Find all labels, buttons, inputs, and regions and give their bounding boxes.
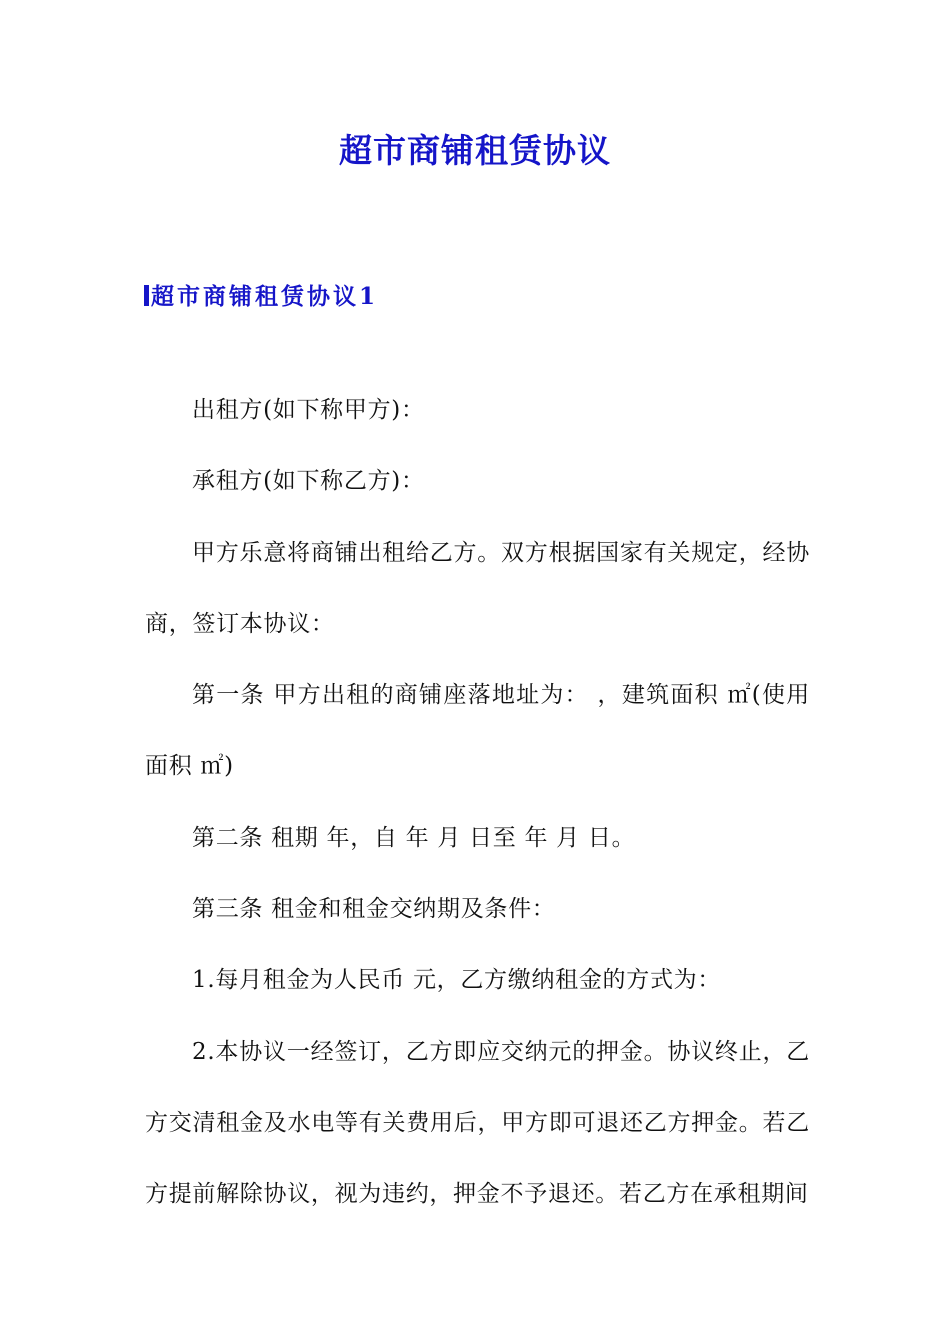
- heading-marker-icon: [144, 285, 149, 306]
- paragraph-clause-2: 2.本协议一经签订，乙方即应交纳元的押金。协议终止，乙方交清租金及水电等有关费用后，甲方即可退还乙方押金。若乙方提前解除协议，视为违约，押金不予退还。若乙方在承租期间: [145, 1038, 810, 1208]
- paragraph-article-3: 第三条 租金和租金交纳期及条件：: [192, 896, 556, 923]
- paragraph-clause-1: 1.每月租金为人民币 元，乙方缴纳租金的方式为：: [192, 967, 722, 994]
- paragraph-preamble: 甲方乐意将商铺出租给乙方。双方根据国家有关规定，经协商，签订本协议：: [145, 539, 810, 637]
- document-title: 超市商铺租赁协议: [339, 131, 611, 170]
- paragraph-lessor: 出租方(如下称甲方)：: [192, 397, 425, 423]
- section-heading-text: 超市商铺租赁协议1: [151, 283, 379, 310]
- paragraph-article-2: 第二条 租期 年，自 年 月 日至 年 月 日。: [192, 824, 636, 851]
- paragraph-article-1: 第一条 甲方出租的商铺座落地址为： ，建筑面积 ㎡(使用面积 ㎡): [145, 682, 810, 780]
- document-body: [145, 375, 810, 1231]
- section-heading: [144, 280, 378, 314]
- paragraph-lessee: 承租方(如下称乙方)：: [192, 468, 425, 495]
